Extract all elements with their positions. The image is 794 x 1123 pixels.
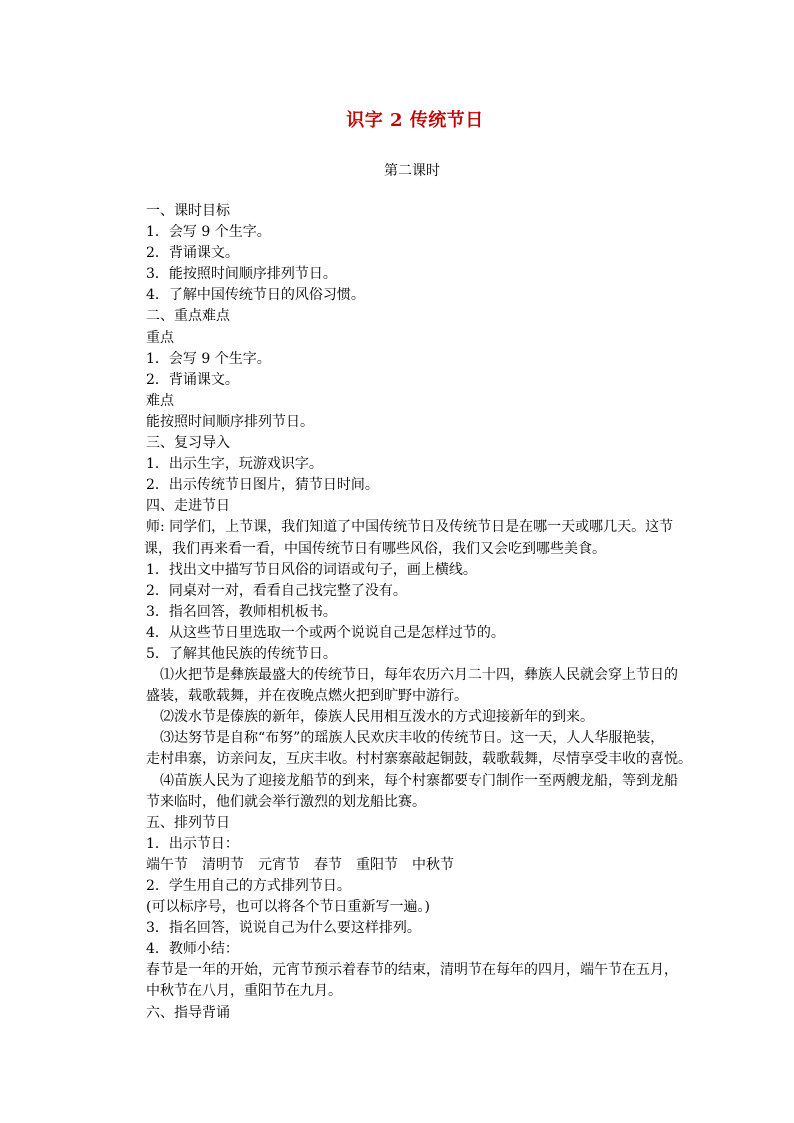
step-line: 1．找出文中描写节日风俗的词语或句子，画上横线。 — [146, 561, 477, 578]
step-line: 5．了解其他民族的传统节日。 — [146, 645, 337, 662]
text-line: 能按照时间顺序排列节日。 — [146, 413, 314, 430]
note-line: (可以标序号，也可以将各个节日重新写一遍。) — [146, 899, 430, 916]
section-heading: 六、指导背诵 — [146, 1004, 230, 1021]
festival-paragraph-line: ⑵泼水节是傣族的新年，傣族人民用相互泼水的方式迎接新年的到来。 — [160, 709, 594, 726]
text-line: 1．出示生字，玩游戏识字。 — [146, 456, 323, 473]
text-line: 四、走进节日 — [146, 498, 230, 515]
page-subtitle: 第二课时 — [384, 163, 440, 179]
text-line: 4．了解中国传统节日的风俗习惯。 — [146, 287, 365, 304]
text-line: 二、重点难点 — [146, 308, 230, 325]
text-line: 3．能按照时间顺序排列节日。 — [146, 266, 337, 283]
step-line: 4．从这些节日里选取一个或两个说说自己是怎样过节的。 — [146, 624, 505, 641]
step-line: 2．学生用自己的方式排列节日。 — [146, 878, 351, 894]
festival-paragraph-line: 节来临时，他们就会举行激烈的划龙船比赛。 — [146, 793, 426, 810]
festival-paragraph-line: 走村串寨，访亲问友，互庆丰收。村村寨寨敲起铜鼓，载歌载舞，尽情享受丰收的喜悦。 — [146, 751, 692, 768]
text-line: 难点 — [146, 392, 174, 409]
festival-paragraph-line: ⑷苗族人民为了迎接龙船节的到来，每个村寨都要专门制作一至两艘龙船，等到龙船 — [160, 772, 678, 789]
text-line: 重点 — [146, 329, 174, 346]
step-line: 4．教师小结： — [146, 941, 239, 958]
summary-line: 春节是一年的开始，元宵节预示着春节的结束，清明节在每年的四月，端午节在五月， — [146, 962, 678, 979]
text-line: 2．背诵课文。 — [146, 371, 239, 388]
step-line: 3．指名回答，说说自己为什么要这样排列。 — [146, 920, 421, 937]
festival-paragraph-line: ⑴火把节是彝族最盛大的传统节日，每年农历六月二十四，彝族人民就会穿上节日的 — [160, 667, 678, 684]
teacher-intro-line: 师: 同学们，上节课，我们知道了中国传统节日及传统节日是在哪一天或哪几天。这节 — [146, 519, 674, 536]
text-line: 三、复习导入 — [146, 435, 230, 452]
summary-line: 中秋节在八月，重阳节在九月。 — [146, 983, 342, 1000]
text-line: 1．会写 9 个生字。 — [146, 350, 271, 367]
text-line: 一、课时目标 — [146, 203, 230, 219]
step-line: 2．同桌对一对，看看自己找完整了没有。 — [146, 582, 407, 599]
page-title: 识字 2 传统节日 — [346, 110, 484, 131]
festival-paragraph-line: ⑶达努节是自称“布努”的瑶族人民欢庆丰收的传统节日。这一天，人人华服艳装， — [160, 730, 665, 747]
document-body — [144, 201, 692, 1024]
section-heading: 五、排列节日 — [146, 814, 230, 831]
text-line: 2．背诵课文。 — [146, 245, 239, 262]
teacher-intro-line: 课，我们再来看一看，中国传统节日有哪些风俗，我们又会吃到哪些美食。 — [144, 540, 606, 557]
step-line: 1．出示节日： — [146, 835, 239, 852]
festival-paragraph-line: 盛装，载歌载舞，并在夜晚点燃火把到旷野中游行。 — [146, 688, 468, 705]
text-line: 2．出示传统节日图片，猜节日时间。 — [146, 477, 379, 494]
step-line: 3．指名回答，教师相机板书。 — [146, 603, 337, 620]
text-line: 1．会写 9 个生字。 — [146, 224, 271, 241]
festival-list: 端午节 清明节 元宵节 春节 重阳节 中秋节 — [146, 856, 454, 873]
